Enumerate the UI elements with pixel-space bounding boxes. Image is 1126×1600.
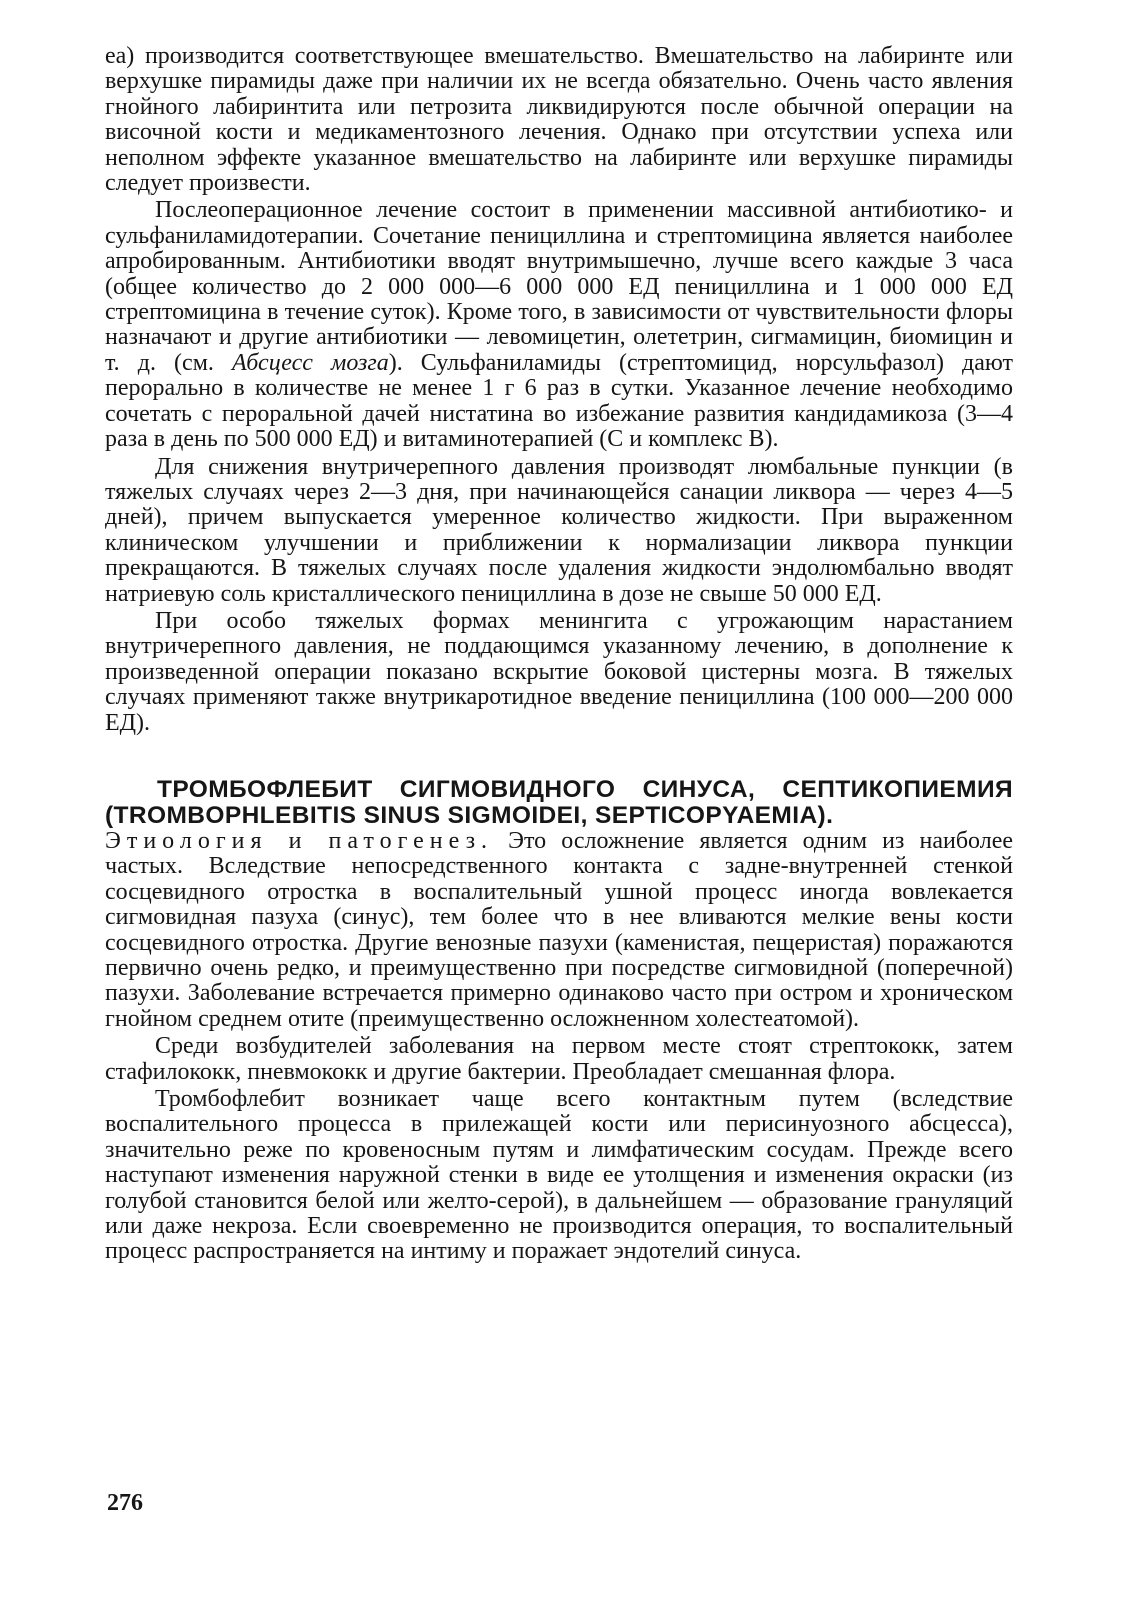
- paragraph-postoperative-treatment: [105, 198, 1013, 452]
- etiology-text: Это осложнение является одним из наиболее частых. Вследствие непосредственного контакта с задне-внутренней стенкой сосцевидного отростка в воспалительный ушной процесс иногда вовлекается сигмовидная пазуха (синус), тем более что в нее вливаются мелкие вены кости сосцевидного отростка. Другие венозные пазухи (каменистая, пещеристая) поражаются первично очень редко, и преимущественно при посредстве сигмовидной (поперечной) пазухи. Заболевание встречается примерно одинаково часто при остром и хроническом гнойном среднем отите (преимущественно осложненном холестеатомой).: [105, 827, 1013, 1032]
- paragraph-intracranial-pressure: Для снижения внутричерепного давления производят люмбальные пункции (в тяжелых случаях через 2—3 дня, при начинающейся санации ликвора — через 4—5 дней), причем выпускается умеренное количество жидкости. При выраженном клиническом улучшении и приближении к нормализации ликвора пункции прекращаются. В тяжелых случаях после удаления жидкости эндолюмбально вводят натриевую соль кристаллического пенициллина в дозе не свыше 50 000 ЕД.: [105, 453, 1013, 607]
- etiology-lead: Этиология и патогенез.: [105, 827, 494, 854]
- paragraph-pathogens: Среди возбудителей заболевания на первом месте стоят стрептококк, затем стафилококк, пневмококк и другие бактерии. Преобладает смешанная флора.: [105, 1033, 1013, 1085]
- paragraph-2-text-before: Послеоперационное лечение состоит в применении массивной антибиотико- и сульфаниламидотерапии. Сочетание пенициллина и стрептомицина является наиболее апробированным. Антибиотики вводят внутримышечно, лучше всего каждые 3 часа (общее количество до 2 000 000—6 000 000 ЕД пенициллина и 1 000 000 ЕД стрептомицина в течение суток). Кроме того, в зависимости от чувствительности флоры назначают и другие антибиотики — левомицетин, олететрин, сигмамицин, биомицин и т. д. (см.: [105, 197, 1013, 376]
- book-page: [105, 44, 1013, 1584]
- paragraph-2-text-after: ). Сульфаниламиды (стрептомицид, норсульфазол) дают перорально в количестве не менее 1 г 6 раз в сутки. Указанное лечение необходимо сочетать с пероральной дачей нистатина во избежание развития кандидамикоза (3—4 раза в день по 500 000 ЕД) и витаминотерапией (С и комплекс В).: [105, 349, 1013, 453]
- page-number: 276: [107, 1490, 143, 1516]
- cross-reference: Абсцесс мозга: [231, 349, 389, 376]
- section-heading: ТРОМБОФЛЕБИТ СИГМОВИДНОГО СИНУСА, СЕПТИКОПИЕМИЯ (TROMBOPHLEBITIS SINUS SIGMOIDEI, SEPTICOPYAEMIA).: [105, 775, 1013, 829]
- paragraph-1: ea) производится соответствующее вмешательство. Вмешательство на лабиринте или верхушке пирамиды даже при наличии их не всегда обязательно. Очень часто явления гнойного лабиринтита или петрозита ликвидируются после обычной операции на височной кости и медикаментозного лечения. Однако при отсутствии успеха или неполном эффекте указанное вмешательство на лабиринте или верхушке пирамиды следует произвести.: [105, 43, 1013, 197]
- paragraph-etiology: [105, 829, 1013, 1032]
- paragraph-severe-meningitis: При особо тяжелых формах менингита с угрожающим нарастанием внутричерепного давления, не поддающимся указанному лечению, в дополнение к произведенной операции показано вскрытие боковой цистерны мозга. В тяжелых случаях применяют также внутрикаротидное введение пенициллина (100 000—200 000 ЕД).: [105, 607, 1013, 736]
- paragraph-thrombophlebitis: Тромбофлебит возникает чаще всего контактным путем (вследствие воспалительного процесса в прилежащей кости или перисинуозного абсцесса), значительно реже по кровеносным путям и лимфатическим сосудам. Прежде всего наступают изменения наружной стенки в виде ее утолщения и изменения окраски (из голубой становится белой или желто-серой), в дальнейшем — образование грануляций или даже некроза. Если своевременно не производится операция, то воспалительный процесс распространяется на интиму и поражает эндотелий синуса.: [105, 1086, 1013, 1265]
